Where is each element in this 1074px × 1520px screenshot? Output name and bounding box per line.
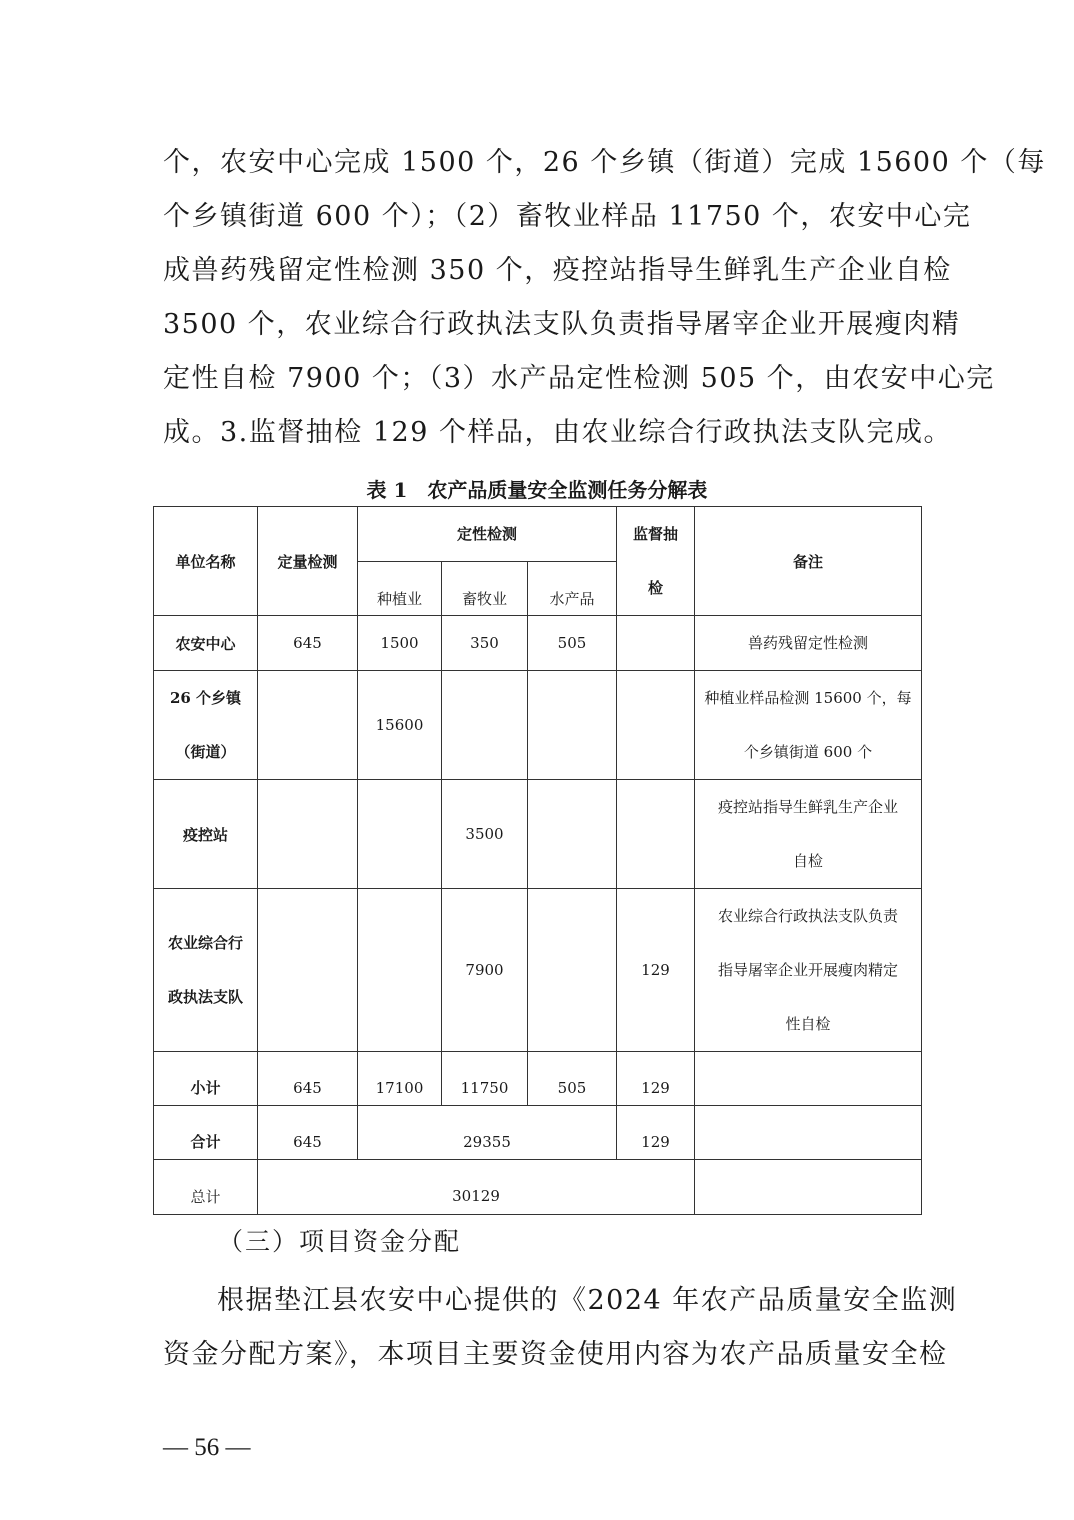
header-livestock: 畜牧业: [442, 561, 528, 616]
cell-planting: 15600: [358, 671, 442, 780]
cell-livestock: [442, 671, 528, 780]
cell-aquatic: [528, 889, 617, 1052]
cell-unit: [154, 889, 258, 1052]
cell-livestock: 350: [442, 616, 528, 671]
cell-livestock: 7900: [442, 889, 528, 1052]
section-paragraph: [163, 1274, 958, 1382]
grand-total-label: 总计: [154, 1160, 258, 1215]
text-line: 成。3.监督抽检 129 个样品，由农业综合行政执法支队完成。: [163, 417, 952, 448]
unit-line: 26 个乡镇: [169, 689, 242, 707]
cell-remarks: [695, 889, 922, 1052]
table-row: [154, 616, 922, 671]
table-row: [154, 671, 922, 780]
body-paragraph: [163, 136, 1046, 460]
cell-quantitative: [258, 889, 358, 1052]
remark-line: 个乡镇街道 600 个: [743, 743, 873, 761]
cell-remarks: [695, 780, 922, 889]
grand-total-value: 30129: [258, 1160, 695, 1215]
total-qualitative: 29355: [358, 1106, 617, 1160]
subtotal-quantitative: 645: [258, 1052, 358, 1106]
page-number: — 56 —: [163, 1434, 251, 1461]
table-caption: 表 1 农产品质量安全监测任务分解表: [366, 478, 708, 502]
subtotal-livestock: 11750: [442, 1052, 528, 1106]
task-breakdown-table: [153, 506, 922, 1215]
cell-supervision: [617, 671, 695, 780]
subtotal-label: 小计: [154, 1052, 258, 1106]
cell-livestock: 3500: [442, 780, 528, 889]
header-supervision-line: 监督抽: [632, 525, 678, 543]
remark-line: 指导屠宰企业开展瘦肉精定: [717, 961, 898, 979]
text-line: 根据垫江县农安中心提供的《2024 年农产品质量安全监测: [217, 1285, 958, 1316]
section-heading: （三）项目资金分配: [218, 1227, 462, 1256]
header-aquatic: 水产品: [528, 561, 617, 616]
cell-supervision: 129: [617, 889, 695, 1052]
header-row: [154, 507, 922, 562]
cell-quantitative: [258, 671, 358, 780]
subtotal-planting: 17100: [358, 1052, 442, 1106]
cell-supervision: [617, 780, 695, 889]
header-planting: 种植业: [358, 561, 442, 616]
table-row: [154, 889, 922, 1052]
cell-unit: [154, 671, 258, 780]
total-label: 合计: [154, 1106, 258, 1160]
cell-aquatic: [528, 671, 617, 780]
grand-total-row: [154, 1160, 922, 1215]
remark-line: 兽药残留定性检测: [747, 634, 868, 652]
remark-line: 农业综合行政执法支队负责: [717, 907, 898, 925]
header-unit: 单位名称: [154, 507, 258, 616]
cell-quantitative: [258, 780, 358, 889]
subtotal-supervision: 129: [617, 1052, 695, 1106]
subtotal-aquatic: 505: [528, 1052, 617, 1106]
text-line: 定性自检 7900 个；（3）水产品定性检测 505 个，由农安中心完: [163, 363, 995, 394]
text-line: 3500 个，农业综合行政执法支队负责指导屠宰企业开展瘦肉精: [163, 309, 961, 340]
header-quantitative: 定量检测: [258, 507, 358, 616]
remark-line: 种植业样品检测 15600 个，每: [704, 689, 912, 707]
cell-remarks: [695, 671, 922, 780]
remark-line: 自检: [792, 852, 823, 870]
header-supervision-line: 检: [647, 579, 663, 597]
cell-remarks: [695, 616, 922, 671]
cell-aquatic: [528, 780, 617, 889]
cell-planting: [358, 889, 442, 1052]
total-quantitative: 645: [258, 1106, 358, 1160]
subtotal-row: [154, 1052, 922, 1106]
text-line: 资金分配方案》，本项目主要资金使用内容为农产品质量安全检: [163, 1339, 948, 1370]
cell-unit: 疫控站: [154, 780, 258, 889]
cell-aquatic: 505: [528, 616, 617, 671]
cell-quantitative: 645: [258, 616, 358, 671]
subtotal-remarks: [695, 1052, 922, 1106]
cell-planting: 1500: [358, 616, 442, 671]
grand-total-remarks: [695, 1160, 922, 1215]
total-row: [154, 1106, 922, 1160]
cell-unit: 农安中心: [154, 616, 258, 671]
header-qualitative: 定性检测: [358, 507, 617, 562]
text-line: 个，农安中心完成 1500 个，26 个乡镇（街道）完成 15600 个（每: [163, 147, 1046, 178]
text-line: 个乡镇街道 600 个）；（2）畜牧业样品 11750 个，农安中心完: [163, 201, 972, 232]
unit-line: 政执法支队: [167, 988, 243, 1006]
unit-line: 农业综合行: [167, 934, 243, 952]
header-remarks: 备注: [695, 507, 922, 616]
table-row: [154, 780, 922, 889]
header-supervision: [617, 507, 695, 616]
total-supervision: 129: [617, 1106, 695, 1160]
cell-planting: [358, 780, 442, 889]
remark-line: 疫控站指导生鲜乳生产企业: [717, 798, 898, 816]
unit-line: （街道）: [175, 743, 236, 761]
cell-supervision: [617, 616, 695, 671]
text-line: 成兽药残留定性检测 350 个，疫控站指导生鲜乳生产企业自检: [163, 255, 952, 286]
total-remarks: [695, 1106, 922, 1160]
remark-line: 性自检: [785, 1015, 831, 1033]
